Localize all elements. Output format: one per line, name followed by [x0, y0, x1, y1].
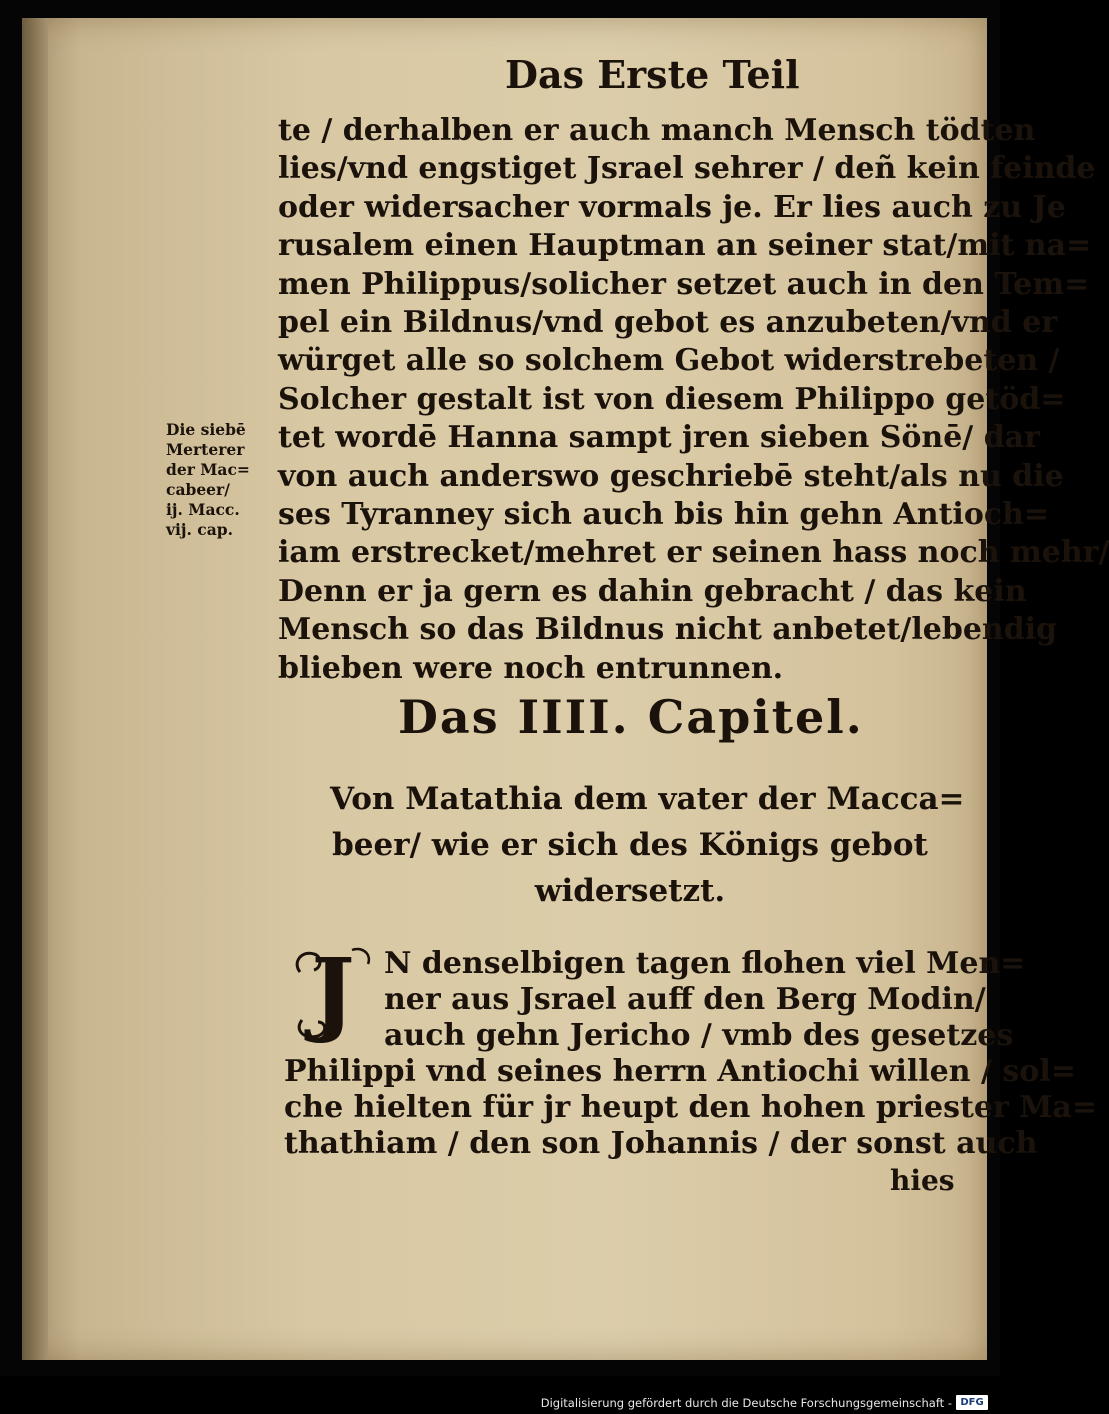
body-line: würget alle so solchem Gebot widerstrebeten / — [278, 343, 1060, 379]
body-text — [278, 112, 1109, 688]
paragraph-line: thathiam / den son Johannis / der sonst auch — [284, 1126, 1038, 1161]
margin-note-line: Merterer — [166, 440, 245, 459]
initial-letter: J — [311, 938, 355, 1046]
paragraph-line: auch gehn Jericho / vmb des gesetzes — [384, 1018, 1014, 1053]
body-line: ses Tyranney sich auch bis hin gehn Antioch= — [278, 497, 1050, 533]
body-line: Mensch so das Bildnus nicht anbetet/lebendig — [278, 612, 1058, 648]
margin-note-line: cabeer/ — [166, 480, 230, 499]
body-line: Denn er ja gern es dahin gebracht / das kein — [278, 573, 1027, 609]
catchword: hies — [890, 1164, 955, 1197]
paragraph-opening — [384, 946, 1025, 1054]
page-gutter — [22, 18, 48, 1360]
chapter-summary-line: beer/ wie er sich des Königs gebot — [332, 827, 928, 863]
digitization-credit: Digitalisierung gefördert durch die Deutsche Forschungsgemeinschaft - — [540, 1396, 952, 1410]
chapter-summary-line: widersetzt. — [534, 873, 726, 909]
margin-note-line: Die siebē — [166, 420, 246, 439]
paragraph-continuation — [284, 1054, 1097, 1162]
footer-bar — [0, 1376, 1000, 1414]
body-line: te / derhalben er auch manch Mensch tödten — [278, 113, 1036, 148]
dfg-logo: DFG — [956, 1395, 988, 1410]
paragraph-line: ner aus Jsrael auff den Berg Modin/ — [384, 982, 986, 1017]
decorated-initial — [292, 938, 374, 1046]
margin-note-line: ij. Macc. — [166, 500, 240, 519]
paragraph-line: Philippi vnd seines herrn Antiochi willen / sol= — [284, 1054, 1076, 1089]
body-line: von auch anderswo geschriebē steht/als nu die — [278, 458, 1064, 494]
margin-note-line: der Mac= — [166, 460, 250, 479]
body-line: Solcher gestalt ist von diesem Philippo getöd= — [278, 381, 1066, 417]
running-head: Das Erste Teil — [505, 52, 800, 97]
margin-note-line: vij. cap. — [166, 520, 234, 539]
body-line: oder widersacher vormals je. Er lies auch zu Je — [278, 189, 1066, 225]
body-line: iam erstrecket/mehret er seinen hass noch mehr/ — [278, 535, 1109, 571]
body-line: lies/vnd engstiget Jsrael sehrer / deñ kein feinde — [278, 151, 1096, 187]
body-line: tet wordē Hanna sampt jren sieben Sönē/ dar — [278, 420, 1040, 456]
body-line: pel ein Bildnus/vnd gebot es anzubeten/vnd er — [278, 305, 1058, 341]
body-line: rusalem einen Hauptman an seiner stat/mit na= — [278, 228, 1092, 264]
paragraph-line: che hielten für jr heupt den hohen priester Ma= — [284, 1090, 1097, 1125]
body-line: blieben were noch entrunnen. — [278, 650, 784, 686]
paragraph-line: N denselbigen tagen flohen viel Men= — [384, 946, 1026, 981]
body-line: men Philippus/solicher setzet auch in den Tem= — [278, 266, 1090, 302]
margin-note — [166, 420, 278, 540]
chapter-title: Das IIII. Capitel. — [398, 690, 864, 744]
chapter-summary-line: Von Matathia dem vater der Macca= — [330, 781, 965, 817]
chapter-summary — [330, 776, 965, 914]
